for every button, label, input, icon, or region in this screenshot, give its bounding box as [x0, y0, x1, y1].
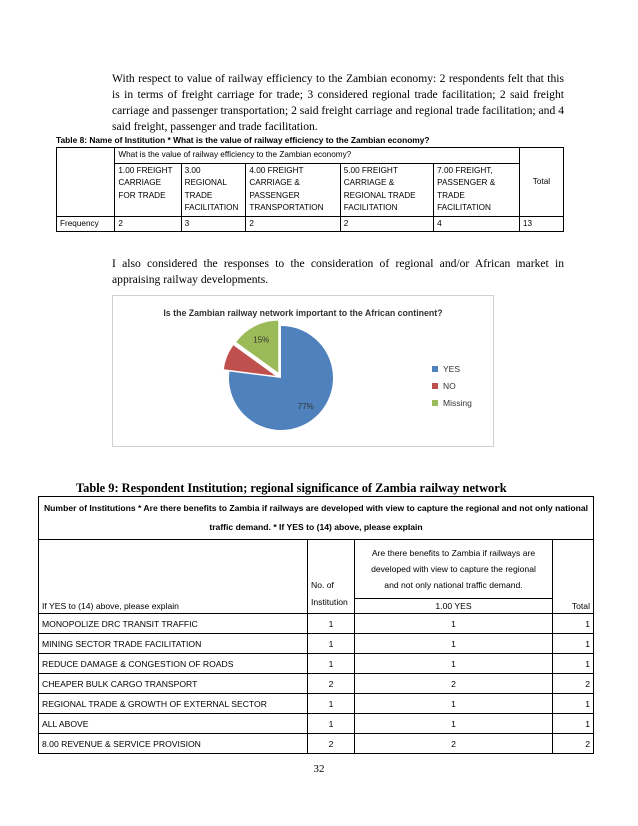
table-9-no-institution-header: No. of Institution	[308, 540, 355, 614]
table-8-cell: 4	[434, 216, 520, 232]
table-8-corner	[57, 148, 115, 217]
table-9-total-cell: 1	[553, 694, 594, 714]
table-9-body	[39, 614, 594, 754]
table-9-total-cell: 1	[553, 714, 594, 734]
table-9-row-label: ALL ABOVE	[39, 714, 308, 734]
table-8-cell: 3	[181, 216, 246, 232]
table-row	[39, 714, 594, 734]
table-8-cell: 2	[115, 216, 181, 232]
table-9-yes-cell: 1	[355, 614, 553, 634]
table-row	[39, 734, 594, 754]
table-9-no-cell: 1	[308, 694, 355, 714]
table-9-question: Are there benefits to Zambia if railways are developed with view to capture the regional and not only national traffic demand.	[355, 540, 553, 599]
table-9-row-label: REDUCE DAMAGE & CONGESTION OF ROADS	[39, 654, 308, 674]
table-row	[39, 674, 594, 694]
pie-data-label: 15%	[253, 335, 270, 345]
table-9-total-cell: 1	[553, 654, 594, 674]
table-row	[39, 654, 594, 674]
table-8-cell: 2	[340, 216, 433, 232]
table-row	[39, 634, 594, 654]
table-9-yes-cell: 1	[355, 654, 553, 674]
table-9-caption: Table 9: Respondent Institution; regional significance of Zambia railway network	[76, 481, 507, 495]
paragraph-railway-efficiency: With respect to value of railway efficiency to the Zambian economy: 2 respondents felt that this is in terms of freight carriage for trade; 3 considered regional trade facilitation; 2 said freight carriage and passenger transportation; 2 said freight carriage and regional trade facilitation; and 4 said freight, passenger and trade facilitation.	[112, 72, 564, 133]
table-9-no-cell: 2	[308, 674, 355, 694]
table-8-column-header: 4.00 FREIGHT CARRIAGE & PASSENGER TRANSPORTATION	[246, 163, 340, 216]
pie-data-label: 77%	[297, 402, 314, 412]
table-9-yes-cell: 1	[355, 694, 553, 714]
table-9-row-label: MONOPOLIZE DRC TRANSIT TRAFFIC	[39, 614, 308, 634]
table-row	[39, 614, 594, 634]
table-9-no-cell: 1	[308, 714, 355, 734]
table-8-total-cell: 13	[519, 216, 563, 232]
table-9	[38, 496, 594, 754]
legend-swatch	[432, 400, 438, 406]
table-9-row-label: 8.00 REVENUE & SERVICE PROVISION	[39, 734, 308, 754]
page-number: 32	[313, 763, 325, 775]
table-row	[39, 694, 594, 714]
table-8-cell: 2	[246, 216, 340, 232]
table-9-row-label: CHEAPER BULK CARGO TRANSPORT	[39, 674, 308, 694]
table-8	[56, 147, 564, 232]
table-8-column-header: 7.00 FREIGHT, PASSENGER & TRADE FACILITATION	[434, 163, 520, 216]
table-9-total-cell: 1	[553, 614, 594, 634]
table-9-yes-header: 1.00 YES	[355, 599, 553, 614]
table-9-yes-cell: 1	[355, 714, 553, 734]
legend-label: YES	[443, 364, 461, 374]
table-9-row-label: REGIONAL TRADE & GROWTH OF EXTERNAL SECTOR	[39, 694, 308, 714]
legend-label: Missing	[443, 398, 472, 408]
table-8-question: What is the value of railway efficiency to the Zambian economy?	[115, 148, 520, 164]
paragraph-regional-market: I also considered the responses to the consideration of regional and/or African market in appraising railway developments.	[112, 257, 564, 286]
legend-swatch	[432, 383, 438, 389]
pie-chart	[112, 295, 494, 447]
table-9-row-header: If YES to (14) above, please explain	[39, 540, 308, 614]
table-8-column-header: 5.00 FREIGHT CARRIAGE & REGIONAL TRADE FACILITATION	[340, 163, 433, 216]
table-9-yes-cell: 2	[355, 674, 553, 694]
table-9-no-cell: 2	[308, 734, 355, 754]
table-8-column-header: 1.00 FREIGHT CARRIAGE FOR TRADE	[115, 163, 181, 216]
table-8-column-header: 3.00 REGIONAL TRADE FACILITATION	[181, 163, 246, 216]
table-9-total-cell: 2	[553, 674, 594, 694]
table-9-no-cell: 1	[308, 654, 355, 674]
legend-swatch	[432, 366, 438, 372]
chart-title: Is the Zambian railway network important to the African continent?	[163, 308, 443, 318]
table-9-no-cell: 1	[308, 614, 355, 634]
table-9-row-label: MINING SECTOR TRADE FACILITATION	[39, 634, 308, 654]
table-9-yes-cell: 1	[355, 634, 553, 654]
table-9-total-header: Total	[553, 540, 594, 614]
table-8-caption: Table 8: Name of Institution * What is the value of railway efficiency to the Zambian economy?	[56, 135, 430, 145]
table-9-total-cell: 2	[553, 734, 594, 754]
table-8-total-header: Total	[519, 148, 563, 217]
table-8-row-label: Frequency	[57, 216, 115, 232]
table-9-total-cell: 1	[553, 634, 594, 654]
table-9-yes-cell: 2	[355, 734, 553, 754]
table-9-no-cell: 1	[308, 634, 355, 654]
table-9-header: Number of Institutions * Are there benefits to Zambia if railways are developed with view to capture the regional and not only national traffic demand. * If YES to (14) above, please explain	[39, 497, 594, 540]
legend-label: NO	[443, 381, 456, 391]
